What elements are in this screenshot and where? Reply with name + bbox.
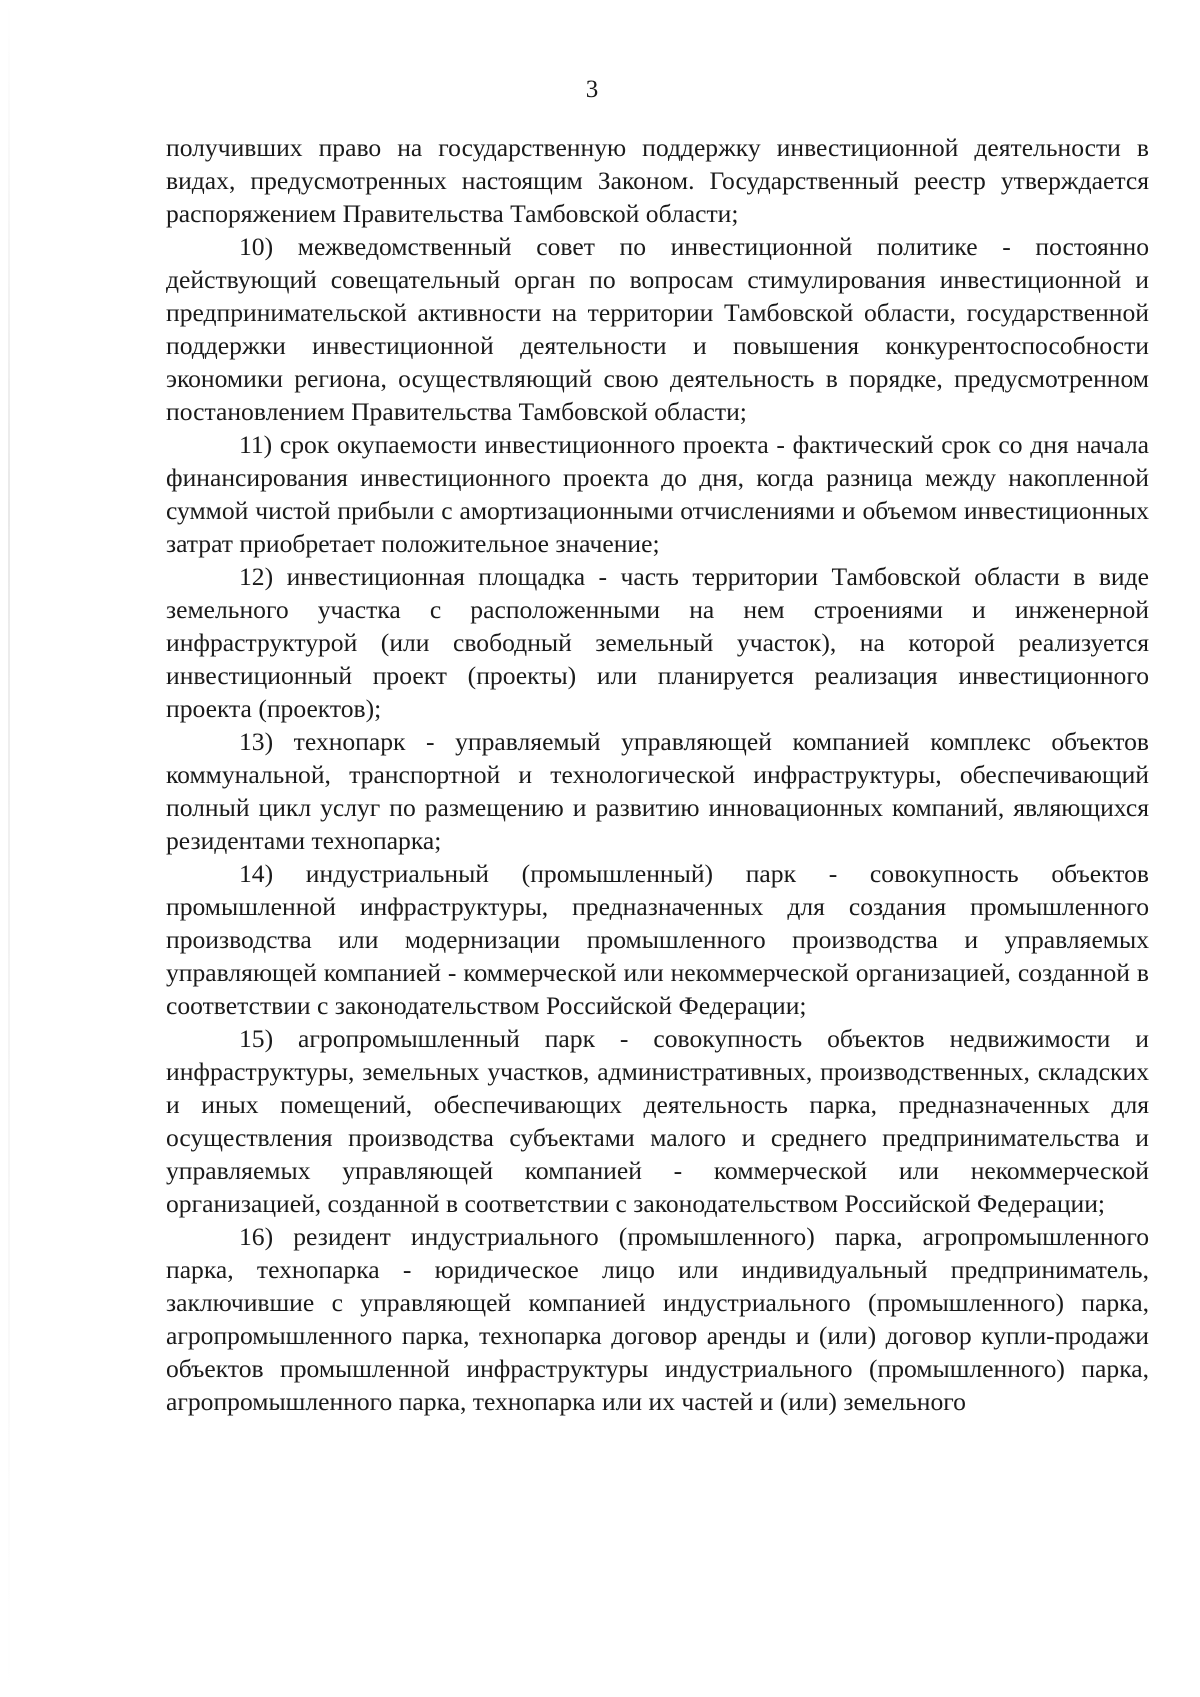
paragraph-item-11: 11) срок окупаемости инвестиционного проекта - фактический срок со дня начала финансирования инвестиционного проекта до дня, когда разница между накопленной суммой чистой прибыли с амортизационными отчислениями и объемом инвестиционных затрат приобретает положительное значение; [166, 430, 1149, 558]
scan-edge-shadow [8, 0, 10, 1697]
paragraph-continuation: получивших право на государственную поддержку инвестиционной деятельности в видах, предусмотренных настоящим Законом. Государственный реестр утверждается распоряжением Правительства Тамбовской области; [166, 133, 1149, 228]
paragraph-item-10: 10) межведомственный совет по инвестиционной политике - постоянно действующий совещательный орган по вопросам стимулирования инвестиционной и предпринимательской активности на территории Тамбовской области, государственной поддержки инвестиционной деятельности и повышения конкурентоспособности экономики региона, осуществляющий свою деятельность в порядке, предусмотренном постановлением Правительства Тамбовской области; [166, 232, 1149, 426]
paragraph-item-12: 12) инвестиционная площадка - часть территории Тамбовской области в виде земельного участка с расположенными на нем строениями и инженерной инфраструктурой (или свободный земельный участок), на которой реализуется инвестиционный проект (проекты) или планируется реализация инвестиционного проекта (проектов); [166, 562, 1149, 723]
paragraph-item-16: 16) резидент индустриального (промышленного) парка, агропромышленного парка, технопарка - юридическое лицо или индивидуальный предприниматель, заключившие с управляющей компанией индустриального (промышленного) парка, агропромышленного парка, технопарка договор аренды и (или) договор купли-продажи объектов промышленной инфраструктуры индустриального (промышленного) парка, агропромышленного парка, технопарка или их частей и (или) земельного [166, 1222, 1149, 1416]
paragraph-item-14: 14) индустриальный (промышленный) парк - совокупность объектов промышленной инфраструктуры, предназначенных для создания промышленного производства или модернизации промышленного производства и управляемых управляющей компанией - коммерческой или некоммерческой организацией, созданной в соответствии с законодательством Российской Федерации; [166, 859, 1149, 1020]
paragraph-item-13: 13) технопарк - управляемый управляющей компанией комплекс объектов коммунальной, транспортной и технологической инфраструктуры, обеспечивающий полный цикл услуг по размещению и развитию инновационных компаний, являющихся резидентами технопарка; [166, 727, 1149, 855]
document-body [166, 131, 1149, 1418]
page-number-text: 3 [585, 76, 599, 103]
paragraph-item-15: 15) агропромышленный парк - совокупность объектов недвижимости и инфраструктуры, земельных участков, административных, производственных, складских и иных помещений, обеспечивающих деятельность парка, предназначенных для осуществления производства субъектами малого и среднего предпринимательства и управляемых управляющей компанией - коммерческой или некоммерческой организацией, созданной в соответствии с законодательством Российской Федерации; [166, 1024, 1149, 1218]
page-number [0, 76, 1200, 104]
